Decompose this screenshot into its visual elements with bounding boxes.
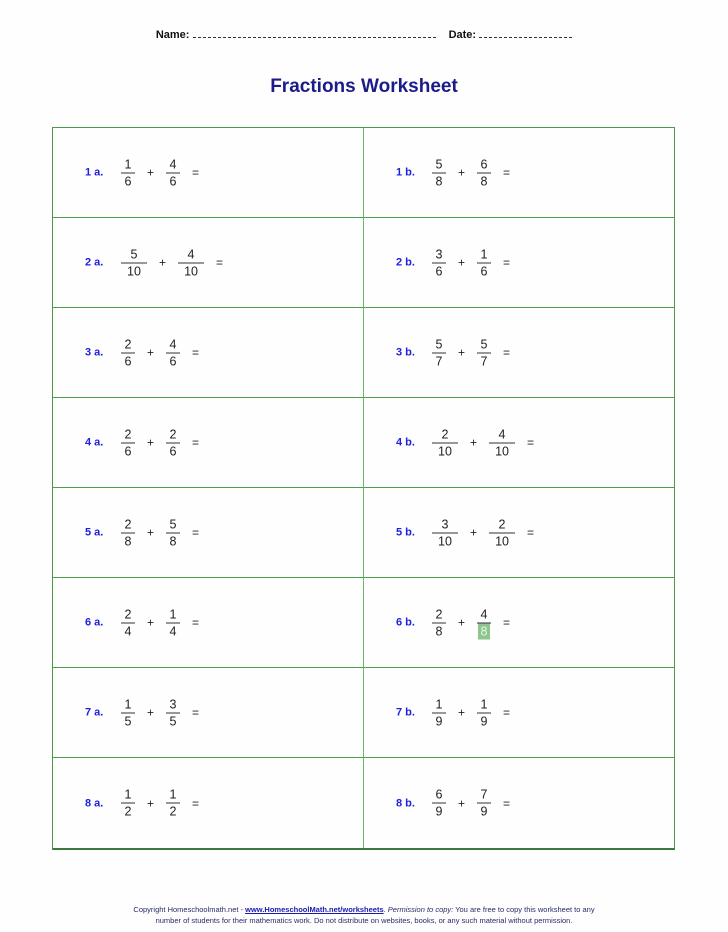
equals-sign: = <box>503 255 511 270</box>
name-date-line <box>0 29 728 41</box>
fraction-problem <box>85 426 199 459</box>
problem-cell <box>364 128 674 218</box>
footer-line-2: number of students for their mathematics work. Do not distribute on websites, books, or any such material without permission. <box>155 916 573 925</box>
fraction-1 <box>428 246 450 279</box>
denominator: 9 <box>435 804 443 819</box>
denominator: 10 <box>438 444 452 458</box>
denominator: 8 <box>478 623 491 639</box>
numerator: 5 <box>480 337 488 351</box>
problem-cell <box>53 668 364 758</box>
fraction-2 <box>162 787 184 820</box>
plus-sign: + <box>147 796 155 810</box>
denominator: 8 <box>169 534 177 548</box>
name-field[interactable] <box>193 29 436 38</box>
equals-sign: = <box>527 435 535 450</box>
fraction-2 <box>162 516 184 549</box>
denominator: 2 <box>169 804 177 819</box>
numerator: 1 <box>435 697 443 711</box>
equals-sign: = <box>527 525 535 540</box>
denominator: 10 <box>438 534 452 548</box>
problem-cell <box>53 488 364 578</box>
denominator: 4 <box>169 624 177 638</box>
denominator: 6 <box>124 354 132 368</box>
plus-sign: + <box>458 255 466 270</box>
fraction-problem <box>396 787 510 820</box>
denominator: 5 <box>124 714 132 728</box>
denominator: 9 <box>435 714 443 728</box>
fraction-2 <box>473 787 495 820</box>
numerator: 4 <box>187 247 195 261</box>
fraction-2 <box>162 606 184 639</box>
problem-label: 7 a. <box>85 706 104 719</box>
denominator: 6 <box>124 444 132 458</box>
denominator: 7 <box>480 354 488 368</box>
equals-sign: = <box>503 345 511 360</box>
denominator: 10 <box>127 264 141 278</box>
denominator: 6 <box>435 264 443 278</box>
problem-label: 1 b. <box>396 166 415 179</box>
footer-punct: . <box>383 905 388 914</box>
equals-sign: = <box>192 705 200 720</box>
denominator: 5 <box>169 714 177 728</box>
equals-sign: = <box>192 615 200 630</box>
numerator: 2 <box>169 427 177 441</box>
plus-sign: + <box>147 525 155 540</box>
problem-label: 4 b. <box>396 436 415 449</box>
equals-sign: = <box>192 435 200 450</box>
problem-label: 1 a. <box>85 166 104 179</box>
numerator: 1 <box>124 787 132 802</box>
denominator: 6 <box>169 174 177 188</box>
numerator: 1 <box>124 157 132 171</box>
equals-sign: = <box>192 796 200 810</box>
plus-sign: + <box>458 165 466 180</box>
fraction-2 <box>473 606 495 639</box>
problem-cell <box>364 578 674 668</box>
denominator: 6 <box>169 354 177 368</box>
denominator: 7 <box>435 354 443 368</box>
fraction-2 <box>485 516 519 549</box>
numerator: 1 <box>480 247 488 261</box>
numerator: 1 <box>169 787 177 802</box>
equals-sign: = <box>503 165 511 180</box>
problem-label: 6 a. <box>85 616 104 629</box>
fraction-1 <box>428 156 450 189</box>
copyright-text: Copyright Homeschoolmath.net - <box>133 905 246 914</box>
problem-label: 3 a. <box>85 346 104 359</box>
fraction-problem <box>85 156 199 189</box>
fraction-1 <box>117 606 139 639</box>
plus-sign: + <box>458 705 466 720</box>
denominator: 2 <box>124 804 132 819</box>
equals-sign: = <box>192 345 200 360</box>
problem-cell <box>53 308 364 398</box>
fraction-1 <box>117 787 139 820</box>
denominator: 8 <box>435 624 443 638</box>
problem-grid <box>52 127 675 850</box>
numerator: 4 <box>169 157 177 171</box>
numerator: 5 <box>435 157 443 171</box>
denominator: 9 <box>480 804 488 819</box>
problem-cell <box>364 218 674 308</box>
numerator: 2 <box>498 517 506 531</box>
fraction-problem <box>396 696 510 729</box>
numerator: 7 <box>480 787 488 802</box>
fraction-2 <box>473 156 495 189</box>
fraction-problem <box>85 787 199 820</box>
numerator: 2 <box>124 427 132 441</box>
fraction-1 <box>428 336 450 369</box>
numerator: 5 <box>169 517 177 531</box>
fraction-problem <box>85 516 199 549</box>
fraction-problem <box>396 156 510 189</box>
worksheets-link[interactable]: www.HomeschoolMath.net/worksheets <box>245 905 384 914</box>
denominator: 6 <box>124 174 132 188</box>
numerator: 3 <box>435 247 443 261</box>
problem-label: 5 a. <box>85 526 104 539</box>
equals-sign: = <box>192 525 200 540</box>
fraction-1 <box>428 696 450 729</box>
problem-cell <box>53 218 364 308</box>
numerator: 4 <box>480 607 488 621</box>
fraction-problem <box>396 336 510 369</box>
plus-sign: + <box>470 435 478 450</box>
fraction-2 <box>162 696 184 729</box>
fraction-2 <box>174 246 208 279</box>
fraction-problem <box>396 606 510 639</box>
fraction-2 <box>473 336 495 369</box>
problem-cell <box>53 128 364 218</box>
problem-cell <box>364 668 674 758</box>
denominator: 6 <box>480 264 488 278</box>
problem-label: 8 a. <box>85 797 104 809</box>
denominator: 8 <box>480 174 488 188</box>
fraction-2 <box>473 246 495 279</box>
numerator: 5 <box>435 337 443 351</box>
fraction-problem <box>396 516 534 549</box>
fraction-2 <box>162 336 184 369</box>
numerator: 5 <box>130 247 138 261</box>
permission-text: You are free to copy this worksheet to any <box>453 905 595 914</box>
plus-sign: + <box>147 435 155 450</box>
numerator: 4 <box>498 427 506 441</box>
permission-label: Permission to copy: <box>387 905 454 914</box>
name-label: Name: <box>155 29 190 41</box>
fraction-problem <box>85 246 223 279</box>
fraction-problem <box>85 336 199 369</box>
fraction-problem <box>85 696 199 729</box>
date-label: Date: <box>448 29 477 41</box>
fraction-2 <box>473 696 495 729</box>
problem-label: 2 b. <box>396 256 415 269</box>
plus-sign: + <box>147 165 155 180</box>
denominator: 8 <box>435 174 443 188</box>
problem-label: 7 b. <box>396 706 415 719</box>
problem-cell <box>364 488 674 578</box>
equals-sign: = <box>503 796 511 810</box>
problem-label: 2 a. <box>85 256 104 269</box>
fraction-1 <box>117 336 139 369</box>
numerator: 1 <box>169 607 177 621</box>
problem-cell <box>364 758 674 848</box>
plus-sign: + <box>147 345 155 360</box>
fraction-1 <box>117 516 139 549</box>
denominator: 6 <box>169 444 177 458</box>
footer <box>0 904 728 926</box>
fraction-1 <box>117 696 139 729</box>
numerator: 2 <box>435 607 443 621</box>
problem-cell <box>53 578 364 668</box>
plus-sign: + <box>147 615 155 630</box>
fraction-1 <box>117 426 139 459</box>
fraction-problem <box>85 606 199 639</box>
fraction-1 <box>428 516 462 549</box>
denominator: 10 <box>495 444 509 458</box>
denominator: 8 <box>124 534 132 548</box>
plus-sign: + <box>147 705 155 720</box>
fraction-2 <box>162 426 184 459</box>
problem-label: 5 b. <box>396 526 415 539</box>
problem-cell <box>53 398 364 488</box>
fraction-1 <box>117 246 151 279</box>
plus-sign: + <box>458 345 466 360</box>
numerator: 4 <box>169 337 177 351</box>
numerator: 6 <box>435 787 443 802</box>
denominator: 4 <box>124 624 132 638</box>
numerator: 2 <box>441 427 449 441</box>
problem-cell <box>364 308 674 398</box>
numerator: 2 <box>124 607 132 621</box>
equals-sign: = <box>503 615 511 630</box>
fraction-1 <box>428 606 450 639</box>
numerator: 1 <box>480 697 488 711</box>
plus-sign: + <box>159 255 167 270</box>
fraction-2 <box>162 156 184 189</box>
equals-sign: = <box>216 255 224 270</box>
fraction-2 <box>485 426 519 459</box>
numerator: 2 <box>124 337 132 351</box>
denominator: 10 <box>184 264 198 278</box>
problem-cell <box>53 758 364 848</box>
denominator: 9 <box>480 714 488 728</box>
numerator: 3 <box>441 517 449 531</box>
plus-sign: + <box>470 525 478 540</box>
problem-cell <box>364 398 674 488</box>
problem-label: 6 b. <box>396 616 415 629</box>
problem-label: 3 b. <box>396 346 415 359</box>
fraction-1 <box>428 426 462 459</box>
fraction-problem <box>396 426 534 459</box>
fraction-problem <box>396 246 510 279</box>
equals-sign: = <box>503 705 511 720</box>
equals-sign: = <box>192 165 200 180</box>
date-field[interactable] <box>479 29 572 38</box>
plus-sign: + <box>458 615 466 630</box>
problem-label: 8 b. <box>396 797 415 809</box>
numerator: 6 <box>480 157 488 171</box>
denominator: 10 <box>495 534 509 548</box>
numerator: 1 <box>124 697 132 711</box>
fraction-1 <box>428 787 450 820</box>
numerator: 3 <box>169 697 177 711</box>
numerator: 2 <box>124 517 132 531</box>
page-title: Fractions Worksheet <box>270 76 458 97</box>
plus-sign: + <box>458 796 466 810</box>
problem-label: 4 a. <box>85 436 104 449</box>
fraction-1 <box>117 156 139 189</box>
